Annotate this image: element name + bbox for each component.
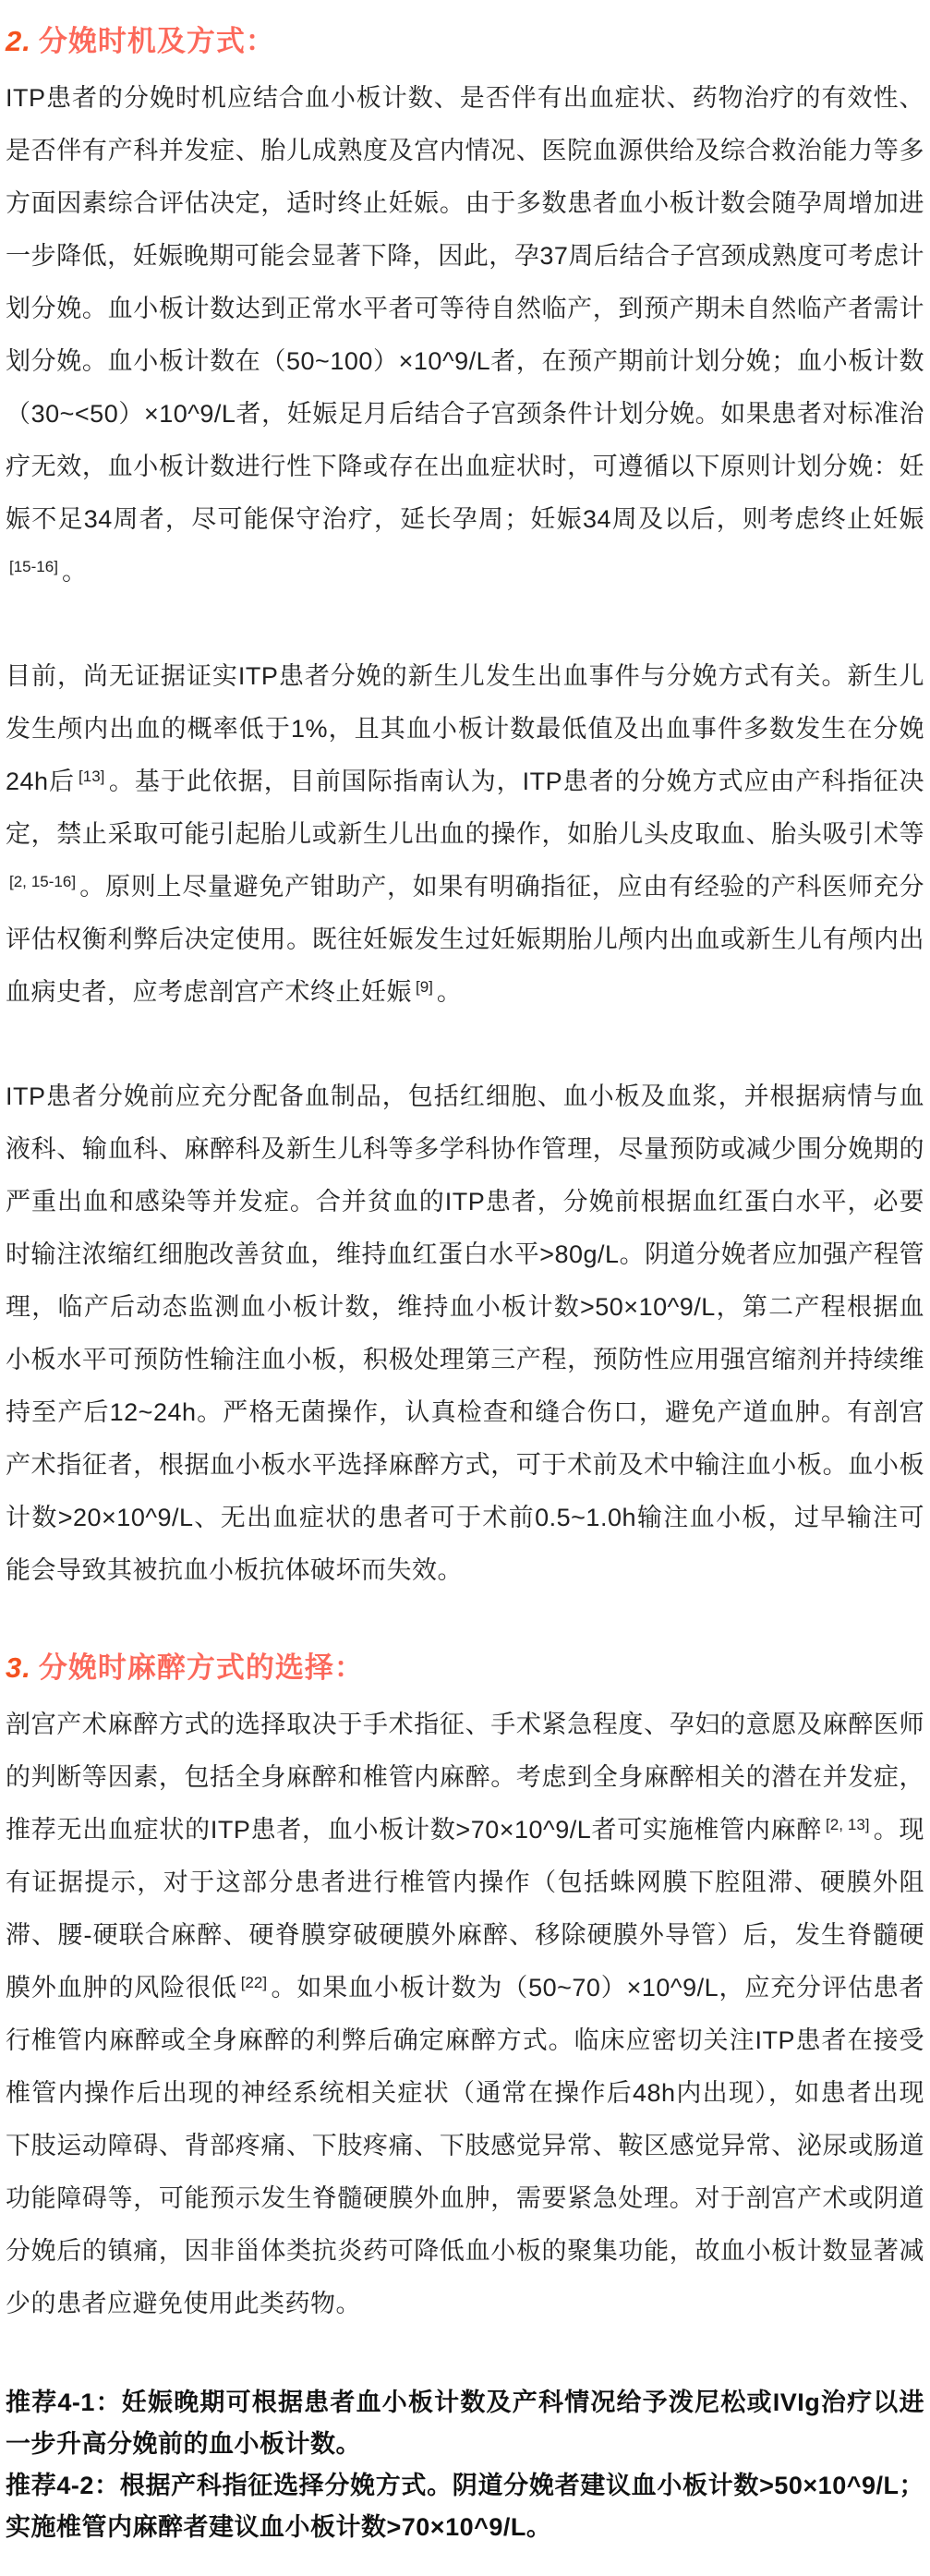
citation-reference: [22] [240, 1974, 268, 1991]
paragraph: ITP患者的分娩时机应结合血小板计数、是否伴有出血症状、药物治疗的有效性、是否伴有产科并发症、胎儿成熟度及宫内情况、医院血源供给及综合救治能力等多方面因素综合评估决定，适时终止妊娠。由于多数患者血小板计数会随孕周增加进一步降低，妊娠晚期可能会显著下降，因此，孕37周后结合子宫颈成熟度可考虑计划分娩。血小板计数达到正常水平者可等待自然临产，到预产期未自然临产者需计划分娩。血小板计数在（50~100）×10^9/L者，在预产期前计划分娩；血小板计数（30~<50）×10^9/L者，妊娠足月后结合子宫颈条件计划分娩。如果患者对标准治疗无效，血小板计数进行性下降或存在出血症状时，可遵循以下原则计划分娩：妊娠不足34周者，尽可能保守治疗，延长孕周；妊娠34周及以后，则考虑终止妊娠[15-16] 。 [6, 84, 924, 586]
citation-reference: [9] [416, 978, 433, 996]
citation-reference: [2, 15-16] [9, 873, 77, 890]
citation-reference: [2, 13] [826, 1816, 870, 1833]
section-title: 分娩时麻醉方式的选择： [38, 1651, 364, 1684]
section-number: 3. [6, 1651, 31, 1684]
paragraph: ITP患者分娩前应充分配备血制品，包括红细胞、血小板及血浆，并根据病情与血液科、输血科、麻醉科及新生儿科等多学科协作管理，尽量预防或减少围分娩期的严重出血和感染等并发症。合并贫血的ITP患者，分娩前根据血红蛋白水平，必要时输注浓缩红细胞改善贫血，维持血红蛋白水平>80g/L。阴道分娩者应加强产程管理，临产后动态监测血小板计数，维持血小板计数>50×10^9/L，第二产程根据血小板水平可预防性输注血小板，积极处理第三产程，预防性应用强宫缩剂并持续维持至产后12~24h。严格无菌操作，认真检查和缝合伤口，避免产道血肿。有剖宫产术指征者，根据血小板水平选择麻醉方式，可于术前及术中输注血小板。血小板计数>20×10^9/L、无出血症状的患者可于术前0.5~1.0h输注血小板，过早输注可能会导致其被抗血小板抗体破坏而失效。 [6, 1082, 924, 1584]
citation-reference: [13] [79, 768, 105, 785]
section-number: 2. [6, 25, 31, 57]
recommendation: 推荐4-1：妊娠晚期可根据患者血小板计数及产科情况给予泼尼松或IVIg治疗以进一步升高分娩前的血小板计数。 [6, 2389, 924, 2458]
recommendation: 推荐4-2：根据产科指征选择分娩方式。阴道分娩者建议血小板计数>50×10^9/L；实施椎管内麻醉者建议血小板计数>70×10^9/L。 [6, 2472, 924, 2541]
paragraph: 目前，尚无证据证实ITP患者分娩的新生儿发生出血事件与分娩方式有关。新生儿发生颅内出血的概率低于1%，且其血小板计数最低值及出血事件多数发生在分娩24h后 [13] 。基于此依据，目前国际指南认为，ITP患者的分娩方式应由产科指征决定，禁止采取可能引起胎儿或新生儿出血的操作，如胎儿头皮取血、胎头吸引术等[2, 15-16] 。原则上尽量避免产钳助产，如果有明确指征，应由有经验的产科医师充分评估权衡利弊后决定使用。既往妊娠发生过妊娠期胎儿颅内出血或新生儿有颅内出血病史者，应考虑剖宫产术终止妊娠 [9] 。 [6, 662, 925, 1006]
section-title: 分娩时机及方式： [38, 25, 275, 57]
section-heading [6, 1649, 924, 1687]
section-heading [6, 22, 924, 61]
paragraph: 剖宫产术麻醉方式的选择取决于手术指征、手术紧急程度、孕妇的意愿及麻醉医师的判断等因素，包括全身麻醉和椎管内麻醉。考虑到全身麻醉相关的潜在并发症，推荐无出血症状的ITP患者，血小板计数>70×10^9/L者可实施椎管内麻醉 [2, 13] 。现有证据提示，对于这部分患者进行椎管内操作（包括蛛网膜下腔阻滞、硬膜外阻滞、腰-硬联合麻醉、硬脊膜穿破硬膜外麻醉、移除硬膜外导管）后，发生脊髓硬膜外血肿的风险很低 [22] 。如果血小板计数为（50~70）×10^9/L，应充分评估患者行椎管内麻醉或全身麻醉的利弊后确定麻醉方式。临床应密切关注ITP患者在接受椎管内操作后出现的神经系统相关症状（通常在操作后48h内出现），如患者出现下肢运动障碍、背部疼痛、下肢疼痛、下肢感觉异常、鞍区感觉异常、泌尿或肠道功能障碍等，可能预示发生脊髓硬膜外血肿，需要紧急处理。对于剖宫产术或阴道分娩后的镇痛，因非甾体类抗炎药可降低血小板的聚集功能，故血小板计数显著减少的患者应避免使用此类药物。 [6, 1711, 925, 2317]
citation-reference: [15-16] [9, 558, 58, 575]
